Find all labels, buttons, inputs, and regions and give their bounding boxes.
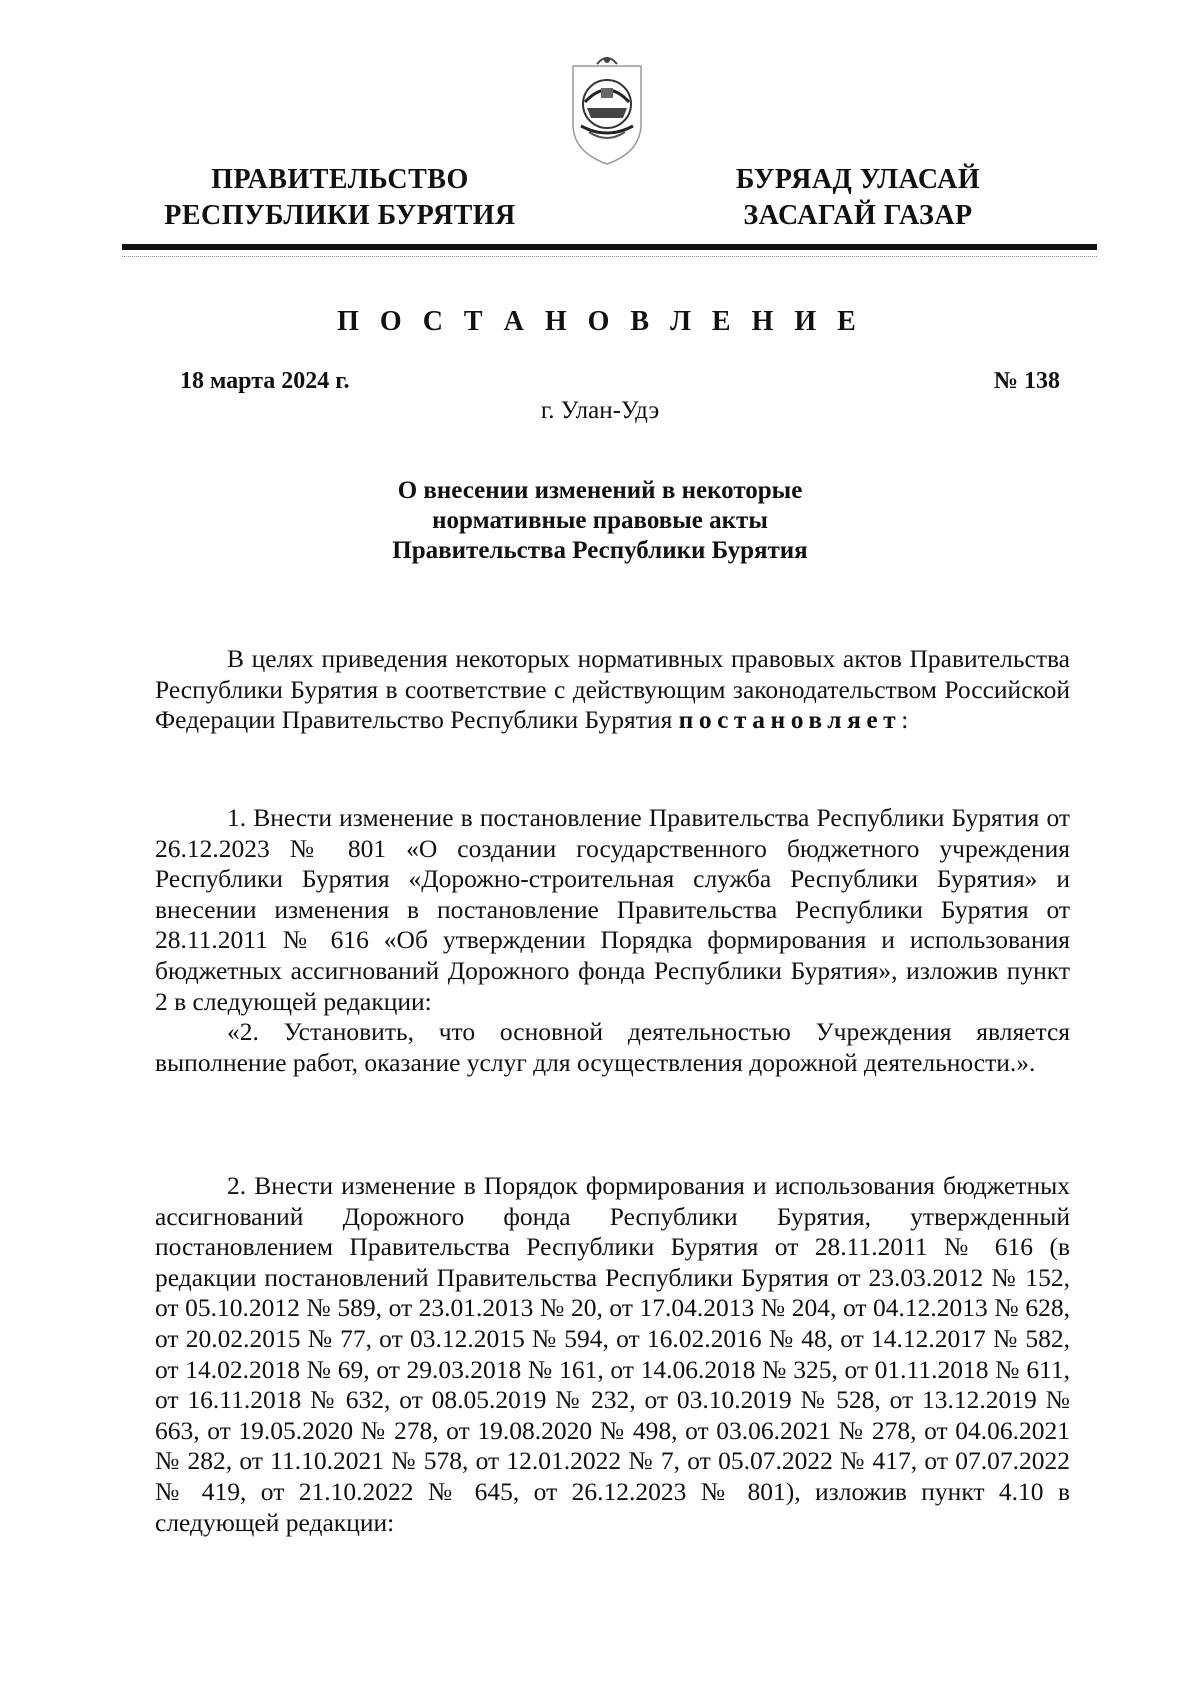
org-name-buryat	[708, 162, 1008, 234]
org-right-line-2: ЗАСАГАЙ ГАЗАР	[743, 200, 973, 231]
preamble-text: В целях приведения некоторых нормативных правовых актов Правительства Республики Бурятия в соответствие с действующим законодательством Российской Федерации Правительство Республики Бурятия	[155, 644, 1070, 735]
header-divider-thin	[122, 256, 1097, 257]
item-2-block	[155, 1171, 1070, 1538]
header-divider-thick	[122, 244, 1097, 250]
coat-of-arms-emblem	[567, 52, 647, 170]
item-1-block	[155, 803, 1070, 1078]
resolves-colon: :	[901, 705, 909, 735]
document-title	[0, 476, 1200, 566]
org-right-line-1: БУРЯАД УЛАСАЙ	[735, 164, 981, 195]
document-date: 18 марта 2024 г.	[180, 368, 350, 394]
resolves-word: постановляет	[678, 705, 902, 735]
org-name-russian	[150, 162, 530, 234]
document-type: П О С Т А Н О В Л Е Н И Е	[337, 306, 863, 337]
org-left-line-1: ПРАВИТЕЛЬСТВО	[211, 164, 469, 195]
preamble-paragraph	[155, 644, 1070, 736]
document-city: г. Улан-Удэ	[540, 397, 660, 424]
title-line-1: О внесении изменений в некоторые	[397, 477, 803, 504]
title-line-3: Правительства Республики Бурятия	[392, 537, 808, 564]
document-number: № 138	[993, 368, 1060, 394]
item-2-paragraph: 2. Внести изменение в Порядок формирования и использования бюджетных ассигнований Дорожного фонда Республики Бурятия, утвержденный постановлением Правительства Республики Бурятия от 28.11.2011 № 616 (в редакции постановлений Правительства Республики Бурятия от 23.03.2012 № 152, от 05.10.2012 № 589, от 23.01.2013 № 20, от 17.04.2013 № 204, от 04.12.2013 № 628, от 20.02.2015 № 77, от 03.12.2015 № 594, от 16.02.2016 № 48, от 14.12.2017 № 582, от 14.02.2018 № 69, от 29.03.2018 № 161, от 14.06.2018 № 325, от 01.11.2018 № 611, от 16.11.2018 № 632, от 08.05.2019 № 232, от 03.10.2019 № 528, от 13.12.2019 № 663, от 19.05.2020 № 278, от 19.08.2020 № 498, от 03.06.2021 № 278, от 04.06.2021 № 282, от 11.10.2021 № 578, от 12.01.2022 № 7, от 05.07.2022 № 417, от 07.07.2022 № 419, от 21.10.2022 № 645, от 26.12.2023 № 801), изложив пункт 4.10 в следующей редакции:	[155, 1171, 1070, 1537]
org-left-line-2: РЕСПУБЛИКИ БУРЯТИЯ	[164, 200, 516, 231]
item-1-quote-paragraph: «2. Установить, что основной деятельностью Учреждения является выполнение работ, оказание услуг для осуществления дорожной деятельности.».	[155, 1017, 1070, 1077]
preamble-block	[155, 644, 1070, 736]
title-line-2: нормативные правовые акты	[432, 507, 768, 534]
item-1-paragraph: 1. Внести изменение в постановление Правительства Республики Бурятия от 26.12.2023 № 801 «О создании государственного бюджетного учреждения Республики Бурятия «Дорожно-строительная служба Республики Бурятия» и внесении изменения в постановление Правительства Республики Бурятия от 28.11.2011 № 616 «Об утверждении Порядка формирования и использования бюджетных ассигнований Дорожного фонда Республики Бурятия», изложив пункт 2 в следующей редакции:	[155, 803, 1070, 1016]
